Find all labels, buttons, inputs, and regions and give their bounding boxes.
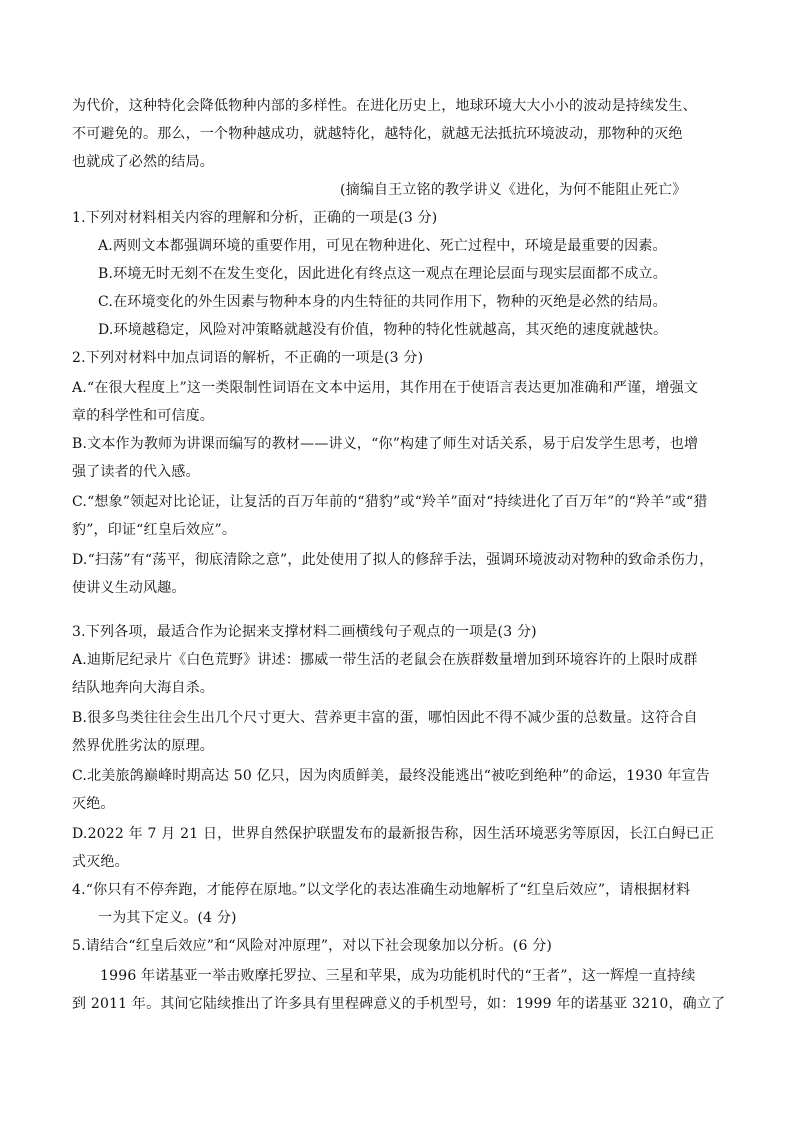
question-3-option-d-cont: 式灭绝。 — [72, 854, 129, 870]
source-attribution: (摘编自王立铭的教学讲义《进化，为何不能阻止死亡》 — [340, 182, 687, 198]
intro-line: 也就成了必然的结局。 — [72, 154, 214, 170]
question-3-option-a-cont: 结队地奔向大海自杀。 — [72, 680, 214, 696]
question-2-option-b: B.文本作为教师为讲课而编写的教材——讲义，“你”构建了师生对话关系，易于启发学生思考，也增 — [72, 436, 699, 452]
question-3-option-c-cont: 灭绝。 — [72, 796, 115, 812]
question-3-option-b-cont: 然界优胜劣汰的原理。 — [72, 738, 214, 754]
question-2-stem: 2.下列对材料中加点词语的解析，不正确的一项是(3 分) — [72, 350, 424, 366]
question-3-option-b: B.很多鸟类往往会生出几个尺寸更大、营养更丰富的蛋，哪怕因此不得不减少蛋的总数量。这符合自 — [72, 710, 698, 726]
question-4-stem-cont: 一为其下定义。(4 分) — [98, 910, 237, 926]
question-2-option-c: C.“想象”领起对比论证，让复活的百万年前的“猎豹”或“羚羊”面对“持续进化了百万年”的“羚羊”或“猎 — [72, 494, 708, 510]
question-5-stem: 5.请结合“红皇后效应”和“风险对冲原理”，对以下社会现象加以分析。(6 分) — [72, 938, 553, 954]
question-2-option-a: A.“在很大程度上”这一类限制性词语在文本中运用，其作用在于使语言表达更加准确和严谨，增强文 — [72, 380, 699, 396]
question-1-option-a: A.两则文本都强调环境的重要作用，可见在物种进化、死亡过程中，环境是最重要的因素。 — [98, 238, 667, 254]
question-3-option-a: A.迪斯尼纪录片《白色荒野》讲述：挪威一带生活的老鼠会在族群数量增加到环境容许的上限时成群 — [72, 652, 698, 668]
question-5-passage-cont: 到 2011 年。其间它陆续推出了许多具有里程碑意义的手机型号，如：1999 年的诺基亚 3210，确立了 — [72, 996, 726, 1012]
question-3-stem: 3.下列各项，最适合作为论据来支撑材料二画横线句子观点的一项是(3 分) — [72, 624, 537, 640]
question-2-option-a-cont: 章的科学性和可信度。 — [72, 408, 214, 424]
intro-line: 为代价，这种特化会降低物种内部的多样性。在进化历史上，地球环境大大小小的波动是持续发生、 — [72, 98, 697, 114]
intro-line: 不可避免的。那么，一个物种越成功，就越特化，越特化，就越无法抵抗环境波动，那物种的灭绝 — [72, 126, 683, 142]
question-2-option-d: D.“扫荡”有“荡平，彻底清除之意”，此处使用了拟人的修辞手法，强调环境波动对物种的致命杀伤力， — [72, 552, 714, 568]
question-1-option-c: C.在环境变化的外生因素与物种本身的内生特征的共同作用下，物种的灭绝是必然的结局。 — [98, 294, 667, 310]
question-3-option-c: C.北美旅鸽巅峰时期高达 50 亿只，因为肉质鲜美，最终没能逃出“被吃到绝种”的命运，1930 年宣告 — [72, 768, 710, 784]
question-2-option-b-cont: 强了读者的代入感。 — [72, 464, 200, 480]
question-3-option-d: D.2022 年 7 月 21 日，世界自然保护联盟发布的最新报告称，因生活环境恶劣等原因，长江白鲟已正 — [72, 826, 715, 842]
question-1-stem: 1.下列对材料相关内容的理解和分析，正确的一项是(3 分) — [72, 210, 438, 226]
question-5-passage: 1996 年诺基亚一举击败摩托罗拉、三星和苹果，成为功能机时代的“王者”，这一辉煌一直持续 — [100, 968, 696, 984]
question-2-option-c-cont: 豹”，印证“红皇后效应”。 — [72, 522, 237, 538]
question-1-option-b: B.环境无时无刻不在发生变化，因此进化有终点这一观点在理论层面与现实层面都不成立。 — [98, 266, 667, 282]
question-4-stem: 4.“你只有不停奔跑，才能停在原地。”以文学化的表达准确生动地解析了“红皇后效应”，请根据材料 — [72, 882, 691, 898]
question-2-option-d-cont: 使讲义生动风趣。 — [72, 580, 186, 596]
question-1-option-d: D.环境越稳定，风险对冲策略就越没有价值，物种的特化性就越高，其灭绝的速度就越快。 — [98, 322, 668, 338]
